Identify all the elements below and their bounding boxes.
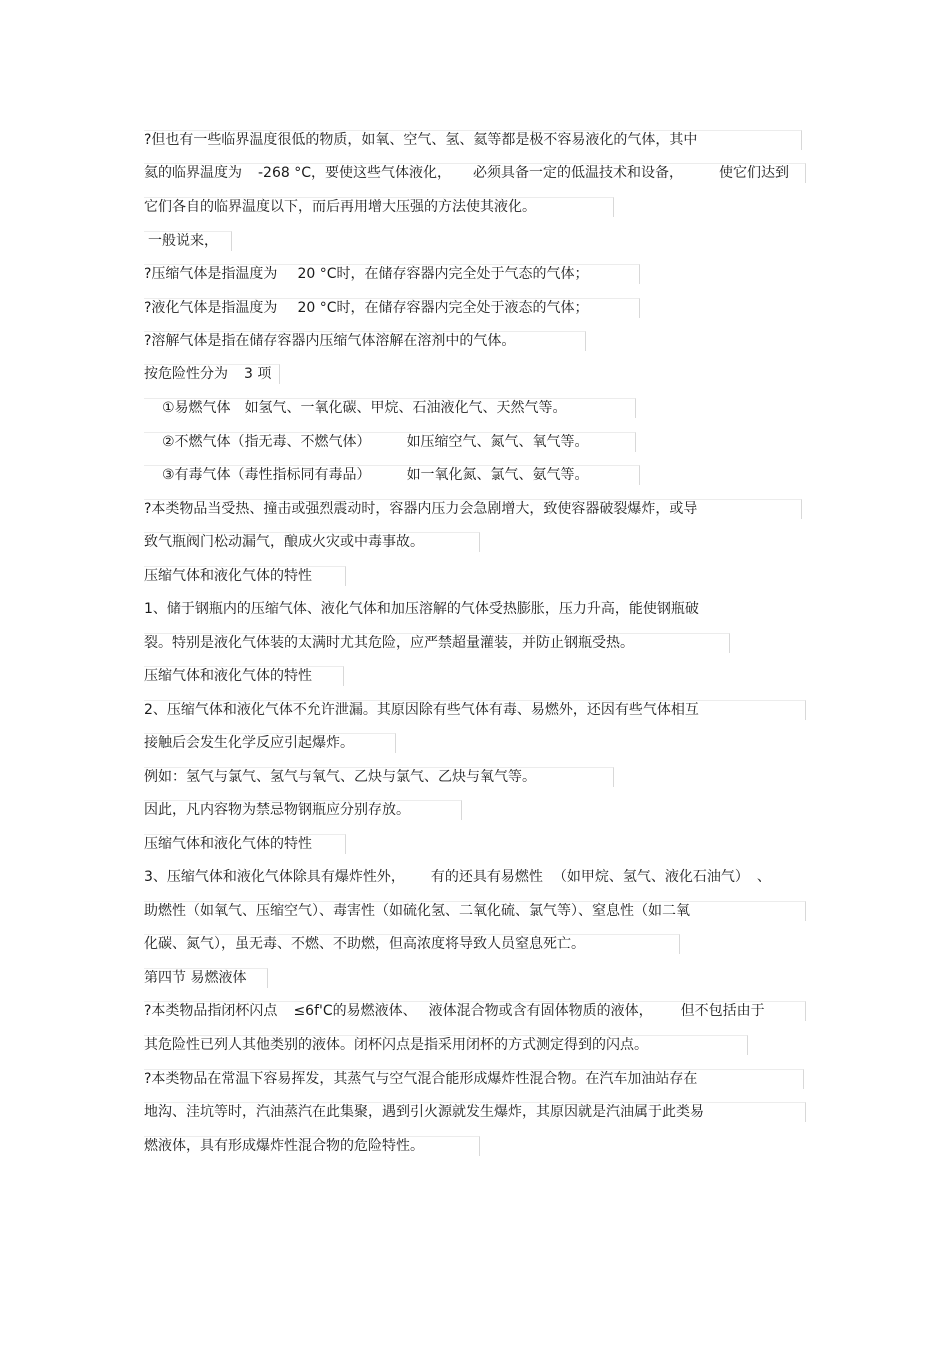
text-line	[144, 1134, 424, 1158]
text-line	[144, 329, 515, 353]
text-span: 使它们达到	[719, 165, 789, 181]
text-line	[144, 195, 536, 219]
text-span: 压缩气体和液化气体的特性	[144, 568, 312, 584]
text-line	[144, 1033, 648, 1057]
text-line	[144, 128, 697, 152]
text-span: ?压缩气体是指温度为	[144, 266, 278, 282]
text-span: 压缩气体和液化气体的特性	[144, 668, 312, 684]
text-line	[148, 229, 218, 253]
text-span: 必须具备一定的低温技术和设备，	[473, 165, 683, 181]
text-line	[144, 296, 588, 320]
section-heading	[144, 832, 312, 856]
text-span: 3、压缩气体和液化气体除具有爆炸性外，	[144, 869, 405, 885]
text-span: 、	[756, 869, 771, 885]
list-item	[162, 463, 589, 487]
text-span: -268 °C，要使这些气体液化，	[258, 165, 451, 181]
list-item	[162, 430, 589, 454]
text-span: 化碳、氮气），虽无毒、不燃、不助燃，但高浓度将导致人员窒息死亡。	[144, 936, 585, 952]
text-span: 助燃性（如氧气、压缩空气）、毒害性（如硫化氢、二氧化硫、氯气等）、窒息性（如二氧	[144, 903, 690, 919]
text-span: 一般说来，	[148, 233, 218, 249]
text-span: 致气瓶阀门松动漏气，酿成火灾或中毒事故。	[144, 534, 424, 550]
list-item	[162, 396, 567, 420]
text-line	[144, 362, 271, 386]
text-span: 3 项	[244, 366, 272, 382]
text-span: 20 °C时，在储存容器内完全处于液态的气体；	[297, 300, 589, 316]
text-span: ③有毒气体（毒性指标同有毒品）	[162, 467, 371, 483]
text-line	[144, 899, 690, 923]
text-line	[144, 1067, 697, 1091]
text-line	[144, 497, 697, 521]
text-span: 它们各自的临界温度以下，而后再用增大压强的方法使其液化。	[144, 199, 536, 215]
text-span: 如压缩空气、氮气、氧气等。	[406, 434, 589, 450]
text-span: 裂。特别是液化气体装的太满时尤其危险，应严禁超量灌装，并防止钢瓶受热。	[144, 635, 634, 651]
text-span: 液体混合物或含有固体物质的液体，	[428, 1003, 653, 1019]
text-line	[144, 798, 410, 822]
text-span: 1、储于钢瓶内的压缩气体、液化气体和加压溶解的气体受热膨胀，压力升高，能使钢瓶破	[144, 601, 699, 617]
text-span: ?本类物品指闭杯闪点	[144, 1003, 278, 1019]
text-line	[144, 865, 771, 889]
text-span: 接触后会发生化学反应引起爆炸。	[144, 735, 354, 751]
text-line	[144, 597, 699, 621]
text-line	[144, 932, 585, 956]
text-span: 因此，凡内容物为禁忌物钢瓶应分别存放。	[144, 802, 410, 818]
text-span: ?本类物品当受热、撞击或强烈震动时，容器内压力会急剧增大，致使容器破裂爆炸，或导	[144, 501, 698, 517]
text-span: 燃液体，具有形成爆炸性混合物的危险特性。	[144, 1138, 424, 1154]
text-span: ?溶解气体是指在储存容器内压缩气体溶解在溶剂中的气体。	[144, 333, 516, 349]
text-span: ①易燃气体	[162, 400, 231, 416]
text-span: ≤6f'C的易燃液体、	[293, 1003, 417, 1019]
text-line	[144, 530, 424, 554]
section-heading	[144, 664, 312, 688]
text-span: ?液化气体是指温度为	[144, 300, 278, 316]
text-span: 20 °C时，在储存容器内完全处于气态的气体；	[297, 266, 589, 282]
text-span: 按危险性分为	[144, 366, 228, 382]
text-span: ②不燃气体（指无毒、不燃气体）	[162, 434, 371, 450]
text-line	[144, 765, 536, 789]
text-line	[144, 731, 354, 755]
text-span: 地沟、洼坑等时，汽油蒸汽在此集聚，遇到引火源就发生爆炸，其原因就是汽油属于此类易	[144, 1104, 704, 1120]
text-span: ?但也有一些临界温度很低的物质，如氧、空气、氢、氦等都是极不容易液化的气体，其中	[144, 132, 698, 148]
text-span: 如一氧化氮、氯气、氨气等。	[406, 467, 589, 483]
text-span: 有的还具有易燃性	[430, 869, 543, 885]
text-span: 氦的临界温度为	[144, 165, 242, 181]
text-span: 如氢气、一氧化碳、甲烷、石油液化气、天然气等。	[244, 400, 567, 416]
text-span: 其危险性已列人其他类别的液体。闭杯闪点是指采用闭杯的方式测定得到的闪点。	[144, 1037, 648, 1053]
text-span: 2、压缩气体和液化气体不允许泄漏。其原因除有些气体有毒、易燃外，还因有些气体相互	[144, 702, 699, 718]
text-span: 但不包括由于	[680, 1003, 765, 1019]
text-span: 例如：氢气与氯气、氢气与氧气、乙炔与氯气、乙炔与氧气等。	[144, 769, 536, 785]
section-heading	[144, 564, 312, 588]
text-span: ?本类物品在常温下容易挥发，其蒸气与空气混合能形成爆炸性混合物。在汽车加油站存在	[144, 1071, 698, 1087]
text-line	[144, 698, 699, 722]
text-line	[144, 161, 789, 185]
section-heading	[144, 966, 246, 990]
text-span: （如甲烷、氢气、液化石油气）	[552, 869, 749, 885]
text-line	[144, 999, 765, 1023]
text-line	[144, 1100, 704, 1124]
text-line	[144, 631, 634, 655]
text-line	[144, 262, 588, 286]
text-span: 压缩气体和液化气体的特性	[144, 836, 312, 852]
text-span: 第四节 易燃液体	[144, 970, 247, 986]
